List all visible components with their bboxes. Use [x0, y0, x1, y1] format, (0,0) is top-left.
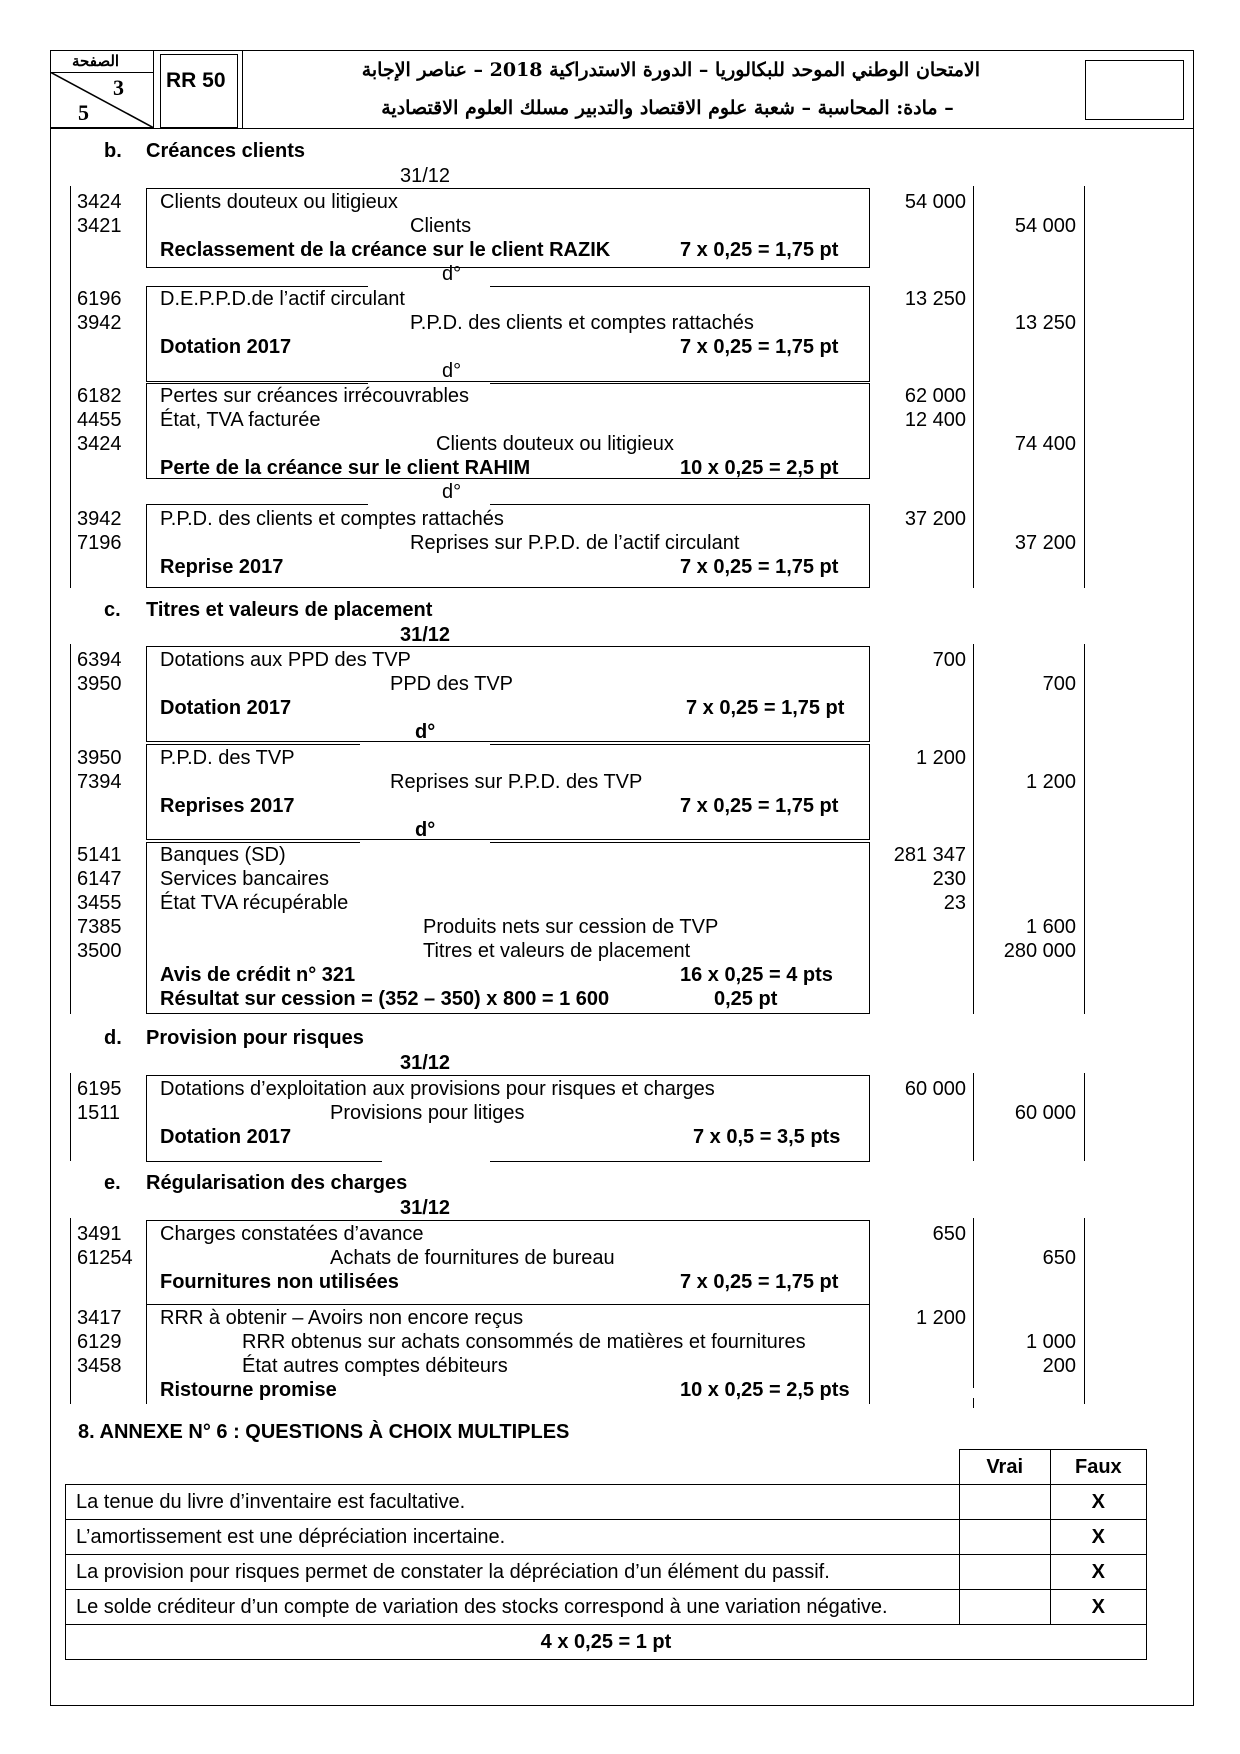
entry-points-result: 0,25 pt — [714, 988, 778, 1010]
qcm-question: La tenue du livre d’inventaire est facultative. — [66, 1485, 960, 1520]
account-code: 3491 — [77, 1223, 122, 1245]
qcm-faux-cell: X — [1050, 1555, 1146, 1590]
entry-date: 31/12 — [400, 624, 451, 646]
credit-account-label: Clients douteux ou litigieux — [436, 433, 674, 455]
debit-account-label: Charges constatées d’avance — [160, 1223, 424, 1245]
account-code: 3421 — [77, 215, 122, 237]
entry-note: Fournitures non utilisées — [160, 1271, 399, 1293]
entry-points: 7 x 0,25 = 1,75 pt — [680, 795, 839, 817]
entry-note-result: Résultat sur cession = (352 – 350) x 800 = 1 600 — [160, 988, 610, 1010]
section-title: Créances clients — [146, 140, 305, 162]
section-title: Titres et valeurs de placement — [146, 599, 433, 621]
journal-rule — [1084, 1073, 1085, 1161]
section-title: Régularisation des charges — [146, 1172, 408, 1194]
qcm-question: La provision pour risques permet de constater la dépréciation d’un élément du passif. — [66, 1555, 960, 1590]
entry-note: Perte de la créance sur le client RAHIM — [160, 457, 531, 479]
credit-amount: 1 000 — [1025, 1331, 1076, 1353]
debit-amount: 54 000 — [904, 191, 966, 213]
account-code: 3942 — [77, 312, 122, 334]
debit-amount: 1 200 — [915, 747, 966, 769]
entry-date: 31/12 — [400, 1197, 451, 1219]
debit-amount: 650 — [932, 1223, 966, 1245]
credit-account-label: RRR obtenus sur achats consommés de matières et fournitures — [242, 1331, 806, 1353]
entry-note: Dotation 2017 — [160, 1126, 292, 1148]
credit-amount: 700 — [1042, 673, 1076, 695]
qcm-faux-cell: X — [1050, 1520, 1146, 1555]
qcm-header-row — [66, 1450, 1147, 1485]
credit-account-label: Produits nets sur cession de TVP — [423, 916, 719, 938]
debit-account-label: Services bancaires — [160, 868, 329, 890]
col-faux: Faux — [1050, 1450, 1146, 1485]
section-title: Provision pour risques — [146, 1027, 364, 1049]
qcm-question: L’amortissement est une dépréciation incertaine. — [66, 1520, 960, 1555]
account-code: 1511 — [77, 1102, 121, 1124]
entry-points: 7 x 0,25 = 1,75 pt — [680, 239, 839, 261]
qcm-row — [66, 1590, 1147, 1625]
journal-rule — [1084, 186, 1085, 588]
debit-account-label: P.P.D. des clients et comptes rattachés — [160, 508, 504, 530]
account-code: 61254 — [77, 1247, 133, 1269]
header-title-line2: – مادة: المحاسبة – شعبة علوم الاقتصاد والتدبير مسلك العلوم الاقتصادية — [381, 97, 954, 119]
credit-amount: 1 600 — [1025, 916, 1076, 938]
journal-rule — [70, 1073, 71, 1161]
account-code: 3950 — [77, 747, 122, 769]
entry-points: 7 x 0,25 = 1,75 pt — [680, 1271, 839, 1293]
account-code: 4455 — [77, 409, 122, 431]
credit-amount: 200 — [1042, 1355, 1076, 1377]
account-code: 3424 — [77, 191, 122, 213]
entry-separator: d° — [442, 263, 462, 285]
debit-account-label: État TVA récupérable — [160, 892, 349, 914]
separator-line — [146, 744, 360, 745]
separator-line — [490, 744, 870, 745]
entry-separator: d° — [415, 819, 436, 841]
page-total: 5 — [78, 100, 89, 125]
section-letter: b. — [104, 140, 122, 162]
section-letter: c. — [104, 599, 121, 621]
page-box-diagonal — [50, 72, 154, 128]
account-code: 7196 — [77, 532, 122, 554]
credit-account-label: Provisions pour litiges — [330, 1102, 525, 1124]
account-code: 6394 — [77, 649, 122, 671]
entry-separator: d° — [415, 721, 436, 743]
entry-note: Dotation 2017 — [160, 697, 292, 719]
entry-points: 10 x 0,25 = 2,5 pts — [680, 1379, 850, 1401]
account-code: 3424 — [77, 433, 122, 455]
credit-amount: 280 000 — [1003, 940, 1076, 962]
entry-note: Avis de crédit n° 321 — [160, 964, 356, 986]
credit-amount: 74 400 — [1014, 433, 1076, 455]
debit-amount: 1 200 — [915, 1307, 966, 1329]
separator-line — [490, 1161, 870, 1162]
debit-account-label: Dotations d’exploitation aux provisions pour risques et charges — [160, 1078, 715, 1100]
page-label: الصفحة — [72, 52, 120, 70]
entry-separator: d° — [442, 481, 462, 503]
debit-amount: 62 000 — [904, 385, 966, 407]
header-title-line1: الامتحان الوطني الموحد للبكالوريا – الدورة الاستدراكية 2018 – عناصر الإجابة — [361, 59, 980, 81]
credit-amount: 650 — [1042, 1247, 1076, 1269]
credit-amount: 1 200 — [1025, 771, 1076, 793]
grade-box — [1085, 60, 1184, 120]
account-code: 6182 — [77, 385, 122, 407]
account-code: 6147 — [77, 868, 122, 890]
entry-note: Dotation 2017 — [160, 336, 292, 358]
entry-points: 7 x 0,25 = 1,75 pt — [686, 697, 845, 719]
qcm-row — [66, 1520, 1147, 1555]
debit-account-label: RRR à obtenir – Avoirs non encore reçus — [160, 1307, 524, 1329]
separator-line — [490, 383, 870, 384]
debit-account-label: P.P.D. des TVP — [160, 747, 295, 769]
exam-code: RR 50 — [166, 69, 226, 92]
separator-line — [146, 504, 368, 505]
col-vrai: Vrai — [959, 1450, 1050, 1485]
debit-account-label: Dotations aux PPD des TVP — [160, 649, 411, 671]
qcm-faux-cell: X — [1050, 1485, 1146, 1520]
credit-amount: 37 200 — [1014, 532, 1076, 554]
qcm-row — [66, 1555, 1147, 1590]
account-code: 7394 — [77, 771, 122, 793]
account-code: 3500 — [77, 940, 122, 962]
debit-amount: 13 250 — [904, 288, 966, 310]
credit-account-label: État autres comptes débiteurs — [242, 1355, 508, 1377]
page-number: 3 — [113, 75, 124, 100]
journal-rule — [973, 186, 974, 588]
account-code: 7385 — [77, 916, 122, 938]
section-letter: e. — [104, 1172, 121, 1194]
credit-amount: 60 000 — [1014, 1102, 1076, 1124]
account-code: 3942 — [77, 508, 122, 530]
entry-points: 7 x 0,25 = 1,75 pt — [680, 336, 839, 358]
qcm-total-row — [66, 1625, 1147, 1660]
qcm-row — [66, 1485, 1147, 1520]
debit-amount: 60 000 — [904, 1078, 966, 1100]
qcm-vrai-cell — [959, 1485, 1050, 1520]
account-code: 3455 — [77, 892, 122, 914]
account-code: 3417 — [77, 1307, 122, 1329]
credit-account-label: Reprises sur P.P.D. des TVP — [390, 771, 643, 793]
credit-amount: 54 000 — [1014, 215, 1076, 237]
debit-account-label: Banques (SD) — [160, 844, 286, 866]
entry-separator: d° — [442, 360, 462, 382]
entry-points: 7 x 0,25 = 1,75 pt — [680, 556, 839, 578]
debit-amount: 12 400 — [904, 409, 966, 431]
entry-points: 7 x 0,5 = 3,5 pts — [693, 1126, 841, 1148]
separator-line — [490, 842, 870, 843]
account-code: 3458 — [77, 1355, 122, 1377]
entry-points: 16 x 0,25 = 4 pts — [680, 964, 833, 986]
section-letter: d. — [104, 1027, 122, 1049]
separator-line — [146, 1161, 382, 1162]
journal-rule — [70, 644, 71, 1014]
credit-account-label: PPD des TVP — [390, 673, 514, 695]
credit-amount: 13 250 — [1014, 312, 1076, 334]
entry-note: Reclassement de la créance sur le client RAZIK — [160, 239, 611, 261]
debit-amount: 281 347 — [893, 844, 966, 866]
journal-rule — [70, 186, 71, 588]
qcm-table — [65, 1449, 1147, 1660]
journal-rule — [70, 1218, 71, 1404]
entry-note: Reprises 2017 — [160, 795, 295, 817]
account-code: 3950 — [77, 673, 122, 695]
qcm-total: 4 x 0,25 = 1 pt — [66, 1625, 1147, 1660]
credit-account-label: Clients — [410, 215, 472, 237]
account-code: 6195 — [77, 1078, 122, 1100]
entry-note: Ristourne promise — [160, 1379, 337, 1401]
credit-account-label: Reprises sur P.P.D. de l’actif circulant — [410, 532, 740, 554]
journal-rule — [1084, 644, 1085, 1014]
qcm-question: Le solde créditeur d’un compte de variation des stocks correspond à une variation négative. — [66, 1590, 960, 1625]
entry-date: 31/12 — [400, 165, 451, 187]
debit-amount: 23 — [943, 892, 966, 914]
qcm-vrai-cell — [959, 1590, 1050, 1625]
header-bottom-line — [50, 128, 1194, 129]
entry-date: 31/12 — [400, 1052, 451, 1074]
debit-account-label: État, TVA facturée — [160, 409, 321, 431]
account-code: 6129 — [77, 1331, 122, 1353]
debit-amount: 700 — [932, 649, 966, 671]
debit-account-label: Pertes sur créances irrécouvrables — [160, 385, 470, 407]
debit-account-label: Clients douteux ou litigieux — [160, 191, 398, 213]
separator-line — [490, 504, 870, 505]
account-code: 6196 — [77, 288, 122, 310]
credit-account-label: Titres et valeurs de placement — [423, 940, 691, 962]
qcm-vrai-cell — [959, 1555, 1050, 1590]
debit-amount: 230 — [932, 868, 966, 890]
qcm-faux-cell: X — [1050, 1590, 1146, 1625]
journal-rule — [973, 1398, 974, 1408]
header-divider — [242, 50, 243, 128]
credit-account-label: P.P.D. des clients et comptes rattachés — [410, 312, 754, 334]
qcm-title: 8. ANNEXE N° 6 : QUESTIONS À CHOIX MULTIPLES — [78, 1421, 570, 1443]
debit-amount: 37 200 — [904, 508, 966, 530]
journal-rule — [1084, 1218, 1085, 1404]
debit-account-label: D.E.P.P.D.de l’actif circulant — [160, 288, 405, 310]
account-code: 5141 — [77, 844, 122, 866]
qcm-vrai-cell — [959, 1520, 1050, 1555]
separator-line — [490, 286, 870, 287]
credit-account-label: Achats de fournitures de bureau — [330, 1247, 615, 1269]
entry-points: 10 x 0,25 = 2,5 pt — [680, 457, 839, 479]
entry-note: Reprise 2017 — [160, 556, 284, 578]
